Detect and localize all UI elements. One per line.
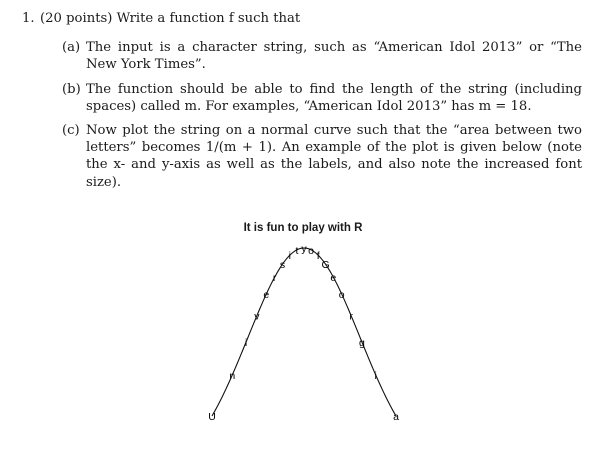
problem-number: 1. (22, 11, 35, 26)
part-b (22, 81, 582, 115)
part-a-text: The input is a character string, such as “American Idol 2013” or “The New York Times”. (86, 40, 582, 73)
curve-letter: f (316, 250, 320, 263)
part-b-text: The function should be able to find the length of the string (including spaces) called m. For examples, “American Idol 2013” has m = 18. (86, 81, 582, 114)
problem-intro: (20 points) Write a function f such that (40, 11, 301, 26)
problem-header (22, 10, 582, 27)
curve-letter: a (393, 411, 399, 423)
part-a (22, 39, 582, 73)
part-c-text: Now plot the string on a normal curve such that the “area between two letters” becomes 1/(m + 1). An example of the plot is given below (note the x- and y-axis as well as the labels, and also note the increased font size). (86, 123, 582, 190)
part-c-label: (c) (62, 123, 80, 139)
normal-curve-plot (200, 220, 420, 450)
part-b-label: (b) (62, 81, 81, 97)
part-c (22, 122, 582, 191)
curve-letter: n (229, 369, 236, 382)
curve-letter: t (295, 244, 299, 257)
curve-letter: o (338, 289, 345, 302)
curve-letter: r (349, 310, 353, 323)
curve-letter: G (321, 259, 330, 272)
curve-letter: v (254, 310, 260, 323)
curve-letter: e (263, 289, 270, 302)
curve-letter: U (208, 411, 216, 423)
problem-statement (22, 10, 582, 198)
curve-letter: r (272, 272, 277, 285)
curve-letter: i (244, 337, 248, 350)
part-a-label: (a) (62, 40, 81, 56)
curve-letter: i (288, 250, 292, 263)
curve-letter: g (359, 337, 365, 350)
plot-title: It is fun to play with R (243, 222, 363, 234)
curve-letter: s (279, 259, 286, 272)
problem-parts (22, 39, 582, 191)
curve-letter: e (330, 272, 337, 285)
curve-line (212, 248, 396, 416)
curve-letter: y (301, 243, 307, 255)
curve-letter: o (308, 244, 314, 257)
example-plot (200, 220, 420, 450)
curve-letter: i (374, 369, 377, 382)
